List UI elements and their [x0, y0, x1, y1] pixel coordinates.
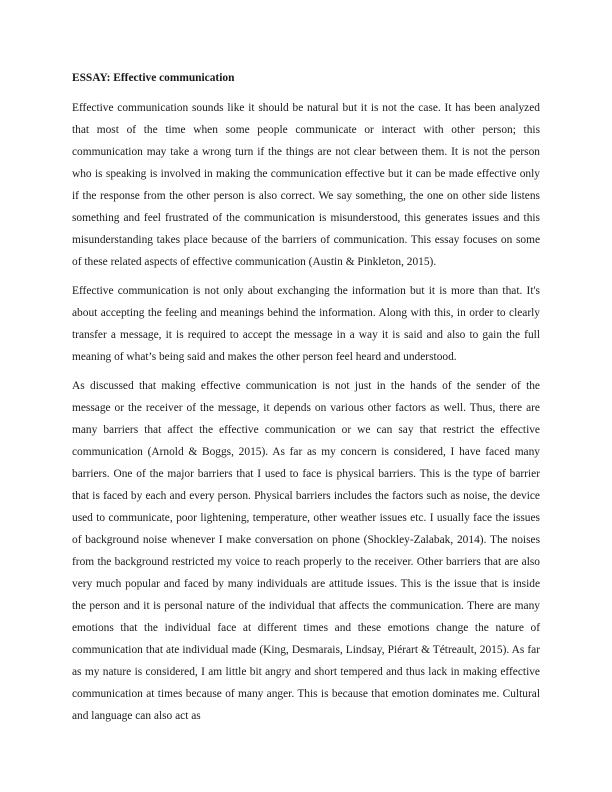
paragraph-definition: Effective communication is not only about exchanging the information but it is more than that. It's about accepting the feeling and meanings behind the information. Along with this, in order to clearly transfer a message, it is required to accept the message in a way it is said and also to gain the full meaning of what’s being said and makes the other person feel heard and understood.: [72, 285, 540, 363]
paragraph-introduction: Effective communication sounds like it should be natural but it is not the case. It has been analyzed that most of the time when some people communicate or interact with other person; this communication may take a wrong turn if the things are not clear between them. It is not the person who is speaking is involved in making the communication effective but it can be made effective only if the response from the other person is also correct. We say something, the one on other side listens something and feel frustrated of the communication is misunderstood, this generates issues and this misunderstanding takes place because of the barriers of communication. This essay focuses on some of these related aspects of effective communication (Austin & Pinkleton, 2015).: [72, 102, 540, 268]
paragraph-barriers: As discussed that making effective communication is not just in the hands of the sender of the message or the receiver of the message, it depends on various other factors as well. Thus, there are many barriers that affect the effective communication or we can say that restrict the effective communication (Arnold & Boggs, 2015). As far as my concern is considered, I have faced many barriers. One of the major barriers that I used to face is physical barriers. This is the type of barrier that is faced by each and every person. Physical barriers includes the factors such as noise, the device used to communicate, poor lightening, temperature, other weather issues etc. I usually face the issues of background noise whenever I make conversation on phone (Shockley-Zalabak, 2014). The noises from the background restricted my voice to reach properly to the receiver. Other barriers that are also very much popular and faced by many individuals are attitude issues. This is the issue that is inside the person and it is personal nature of the individual that affects the communication. There are many emotions that the individual face at different times and these emotions change the nature of communication that ate individual made (King, Desmarais, Lindsay, Piérart & Tétreault, 2015). As far as my nature is considered, I am little bit angry and short tempered and thus lack in making effective communication at times because of many anger. This is because that emotion dominates me. Cultural and language can also act as: [72, 380, 540, 722]
essay-title: ESSAY: Effective communication: [72, 72, 235, 84]
document-body: [72, 70, 540, 734]
